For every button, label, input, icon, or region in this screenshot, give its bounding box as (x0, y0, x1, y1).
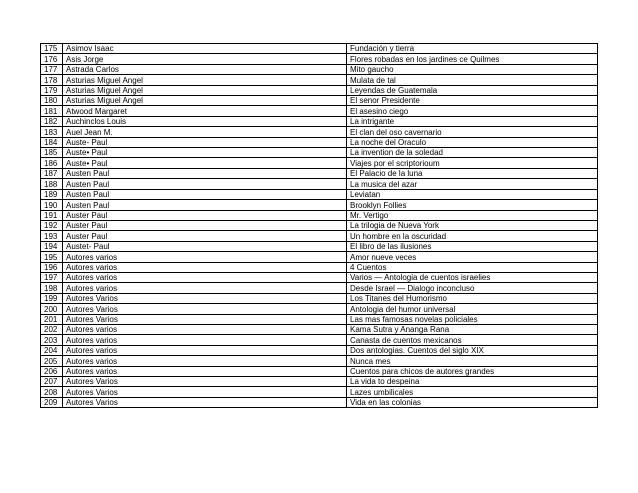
author-cell: Auste• Paul (63, 148, 347, 158)
title-cell: El Palacio de la luna (347, 168, 598, 178)
title-cell: Flores robadas en los jardines ce Quilmes (347, 54, 598, 64)
table-row (41, 96, 598, 106)
author-cell: Auste- Paul (63, 137, 347, 147)
table-row (41, 252, 598, 262)
title-cell: Mr. Vertigo (347, 210, 598, 220)
row-number-cell: 177 (41, 64, 63, 74)
author-cell: Austen Paul (63, 168, 347, 178)
title-cell: Los Titanes del Humorismo (347, 293, 598, 303)
title-cell: La noche del Oraculo (347, 137, 598, 147)
row-number-cell: 196 (41, 262, 63, 272)
row-number-cell: 176 (41, 54, 63, 64)
title-cell: Kama Sutra y Ananga Rana (347, 324, 598, 334)
row-number-cell: 205 (41, 356, 63, 366)
row-number-cell: 207 (41, 377, 63, 387)
author-cell: Autores Varios (63, 397, 347, 407)
title-cell: El asesino ciego (347, 106, 598, 116)
table-row (41, 397, 598, 407)
row-number-cell: 189 (41, 189, 63, 199)
title-cell: La musica del azar (347, 179, 598, 189)
table-row (41, 366, 598, 376)
table-row (41, 44, 598, 54)
table-row (41, 293, 598, 303)
table-row (41, 324, 598, 334)
row-number-cell: 181 (41, 106, 63, 116)
table-row (41, 272, 598, 282)
author-cell: Autores Varios (63, 387, 347, 397)
row-number-cell: 209 (41, 397, 63, 407)
author-cell: Autores varios (63, 252, 347, 262)
row-number-cell: 175 (41, 44, 63, 54)
author-cell: Astrada Carlos (63, 64, 347, 74)
title-cell: Antologia del humor universal (347, 304, 598, 314)
table-row (41, 314, 598, 324)
table-row (41, 75, 598, 85)
row-number-cell: 200 (41, 304, 63, 314)
title-cell: Leyendas de Guatemala (347, 85, 598, 95)
title-cell: El senor Presidente (347, 96, 598, 106)
row-number-cell: 192 (41, 220, 63, 230)
title-cell: Leviatan (347, 189, 598, 199)
title-cell: Mulata de tal (347, 75, 598, 85)
table-row (41, 116, 598, 126)
title-cell: La invention de la soledad (347, 148, 598, 158)
author-cell: Atwood Margaret (63, 106, 347, 116)
author-cell: Auste• Paul (63, 158, 347, 168)
author-cell: Asis Jorge (63, 54, 347, 64)
row-number-cell: 199 (41, 293, 63, 303)
author-cell: Asturias Miguel Angel (63, 96, 347, 106)
row-number-cell: 193 (41, 231, 63, 241)
title-cell: Canasta de cuentos mexicanos (347, 335, 598, 345)
title-cell: Cuentos para chicos de autores grandes (347, 366, 598, 376)
row-number-cell: 191 (41, 210, 63, 220)
title-cell: Viajes por el scriptorioum (347, 158, 598, 168)
author-cell: Auster Paul (63, 231, 347, 241)
author-cell: Auster Paul (63, 210, 347, 220)
table-row (41, 304, 598, 314)
title-cell: Brooklyn Follies (347, 200, 598, 210)
author-cell: Autores varios (63, 366, 347, 376)
table-row (41, 241, 598, 251)
author-cell: Austen Paul (63, 179, 347, 189)
row-number-cell: 203 (41, 335, 63, 345)
author-cell: Autores varios (63, 335, 347, 345)
table-row (41, 54, 598, 64)
table-row (41, 148, 598, 158)
title-cell: Lazes umbilicales (347, 387, 598, 397)
title-cell: La trilogia de Nueva York (347, 220, 598, 230)
author-cell: Austen Paul (63, 189, 347, 199)
row-number-cell: 180 (41, 96, 63, 106)
table-row (41, 335, 598, 345)
title-cell: Dos antologias. Cuentos del siglo XIX (347, 345, 598, 355)
author-cell: Asturias Miguel Angel (63, 75, 347, 85)
table-row (41, 189, 598, 199)
row-number-cell: 194 (41, 241, 63, 251)
row-number-cell: 197 (41, 272, 63, 282)
title-cell: 4 Cuentos (347, 262, 598, 272)
row-number-cell: 187 (41, 168, 63, 178)
table-row (41, 137, 598, 147)
author-cell: Autores varios (63, 272, 347, 282)
row-number-cell: 188 (41, 179, 63, 189)
table-row (41, 168, 598, 178)
table-row (41, 158, 598, 168)
table-row (41, 345, 598, 355)
author-cell: Asturias Miguel Angel (63, 85, 347, 95)
author-cell: Autores varios (63, 324, 347, 334)
author-cell: Autores varios (63, 345, 347, 355)
row-number-cell: 182 (41, 116, 63, 126)
title-cell: Un hombre en la oscuridad (347, 231, 598, 241)
title-cell: Mito gaucho (347, 64, 598, 74)
row-number-cell: 195 (41, 252, 63, 262)
book-list-table (40, 43, 598, 408)
author-cell: Autores Varios (63, 377, 347, 387)
title-cell: Nunca mes (347, 356, 598, 366)
table-row (41, 210, 598, 220)
table-row (41, 200, 598, 210)
row-number-cell: 190 (41, 200, 63, 210)
author-cell: Autores varios (63, 262, 347, 272)
row-number-cell: 202 (41, 324, 63, 334)
author-cell: Autores Varios (63, 304, 347, 314)
row-number-cell: 201 (41, 314, 63, 324)
author-cell: Auel Jean M. (63, 127, 347, 137)
row-number-cell: 204 (41, 345, 63, 355)
table-row (41, 85, 598, 95)
author-cell: Auster Paul (63, 220, 347, 230)
book-list-sheet (40, 43, 597, 408)
table-row (41, 377, 598, 387)
table-row (41, 127, 598, 137)
row-number-cell: 208 (41, 387, 63, 397)
table-row (41, 179, 598, 189)
table-row (41, 283, 598, 293)
title-cell: Amor nueve veces (347, 252, 598, 262)
row-number-cell: 186 (41, 158, 63, 168)
author-cell: Auchinclos Louis (63, 116, 347, 126)
title-cell: Las mas famosas novelas policiales (347, 314, 598, 324)
title-cell: La vida to despeina (347, 377, 598, 387)
author-cell: Austen Paul (63, 200, 347, 210)
row-number-cell: 179 (41, 85, 63, 95)
title-cell: El libro de las ilusiones (347, 241, 598, 251)
author-cell: Austet- Paul (63, 241, 347, 251)
title-cell: Vida en las colonias (347, 397, 598, 407)
author-cell: Autores Varios (63, 314, 347, 324)
author-cell: Autores varios (63, 283, 347, 293)
row-number-cell: 178 (41, 75, 63, 85)
table-row (41, 231, 598, 241)
table-row (41, 64, 598, 74)
row-number-cell: 183 (41, 127, 63, 137)
author-cell: Autores varios (63, 356, 347, 366)
title-cell: Varios — Antologia de cuentos israelies (347, 272, 598, 282)
row-number-cell: 206 (41, 366, 63, 376)
table-row (41, 387, 598, 397)
title-cell: Fundación y tierra (347, 44, 598, 54)
title-cell: El clan del oso cavernario (347, 127, 598, 137)
book-list-body (41, 44, 598, 408)
table-row (41, 356, 598, 366)
table-row (41, 106, 598, 116)
row-number-cell: 184 (41, 137, 63, 147)
table-row (41, 220, 598, 230)
title-cell: La intrigante (347, 116, 598, 126)
author-cell: Asimov Isaac (63, 44, 347, 54)
table-row (41, 262, 598, 272)
row-number-cell: 198 (41, 283, 63, 293)
row-number-cell: 185 (41, 148, 63, 158)
title-cell: Desde Israel — Dialogo inconcluso (347, 283, 598, 293)
author-cell: Autores Varios (63, 293, 347, 303)
